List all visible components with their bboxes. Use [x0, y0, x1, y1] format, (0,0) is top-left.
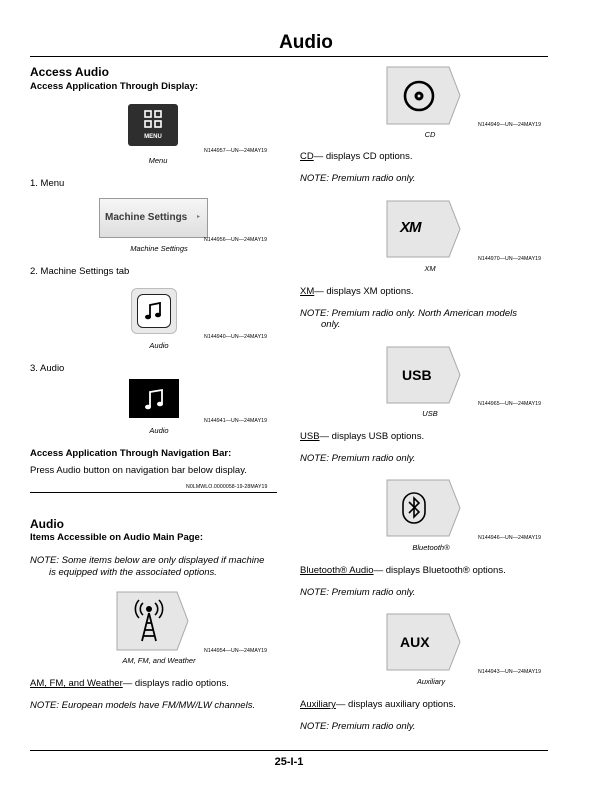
audio-figure-light [131, 288, 177, 334]
figure-code: N144949—UN—24MAY19 [478, 122, 542, 128]
aux-description: Auxiliary— displays auxiliary options. [300, 699, 456, 710]
figure-caption: XM [424, 264, 436, 273]
figure-caption: Menu [148, 156, 168, 165]
machine-settings-button-label: Machine Settings [105, 212, 188, 223]
figure-caption: Machine Settings [130, 244, 188, 253]
chevron-right-icon: ▸ [197, 214, 201, 220]
bluetooth-tab-figure [386, 479, 461, 537]
audio-figure-dark [129, 379, 179, 418]
cd-note: NOTE: Premium radio only. [300, 173, 416, 184]
section-rule [30, 492, 277, 493]
step-3: 3. Audio [30, 363, 65, 374]
aux-tab-label: AUX [400, 634, 430, 650]
xm-tab-figure [386, 200, 461, 258]
cd-link[interactable]: CD [300, 151, 314, 162]
section-heading-audio: Audio [30, 517, 64, 531]
xm-note: NOTE: Premium radio only. North American models [300, 308, 517, 319]
footer-rule [30, 750, 548, 751]
bluetooth-link[interactable]: Bluetooth® Audio [300, 565, 374, 576]
figure-caption: CD [424, 130, 436, 139]
section-heading-access-audio: Access Audio [30, 65, 109, 79]
figure-code: N144954—UN—24MAY19 [204, 648, 268, 654]
usb-tab-figure [386, 346, 461, 404]
xm-logo-icon: XM [400, 219, 421, 236]
aux-tab-figure [386, 613, 461, 671]
figure-code: N144941—UN—24MAY19 [204, 418, 268, 424]
step-2: 2. Machine Settings tab [30, 266, 130, 277]
subheading-through-display: Access Application Through Display: [30, 81, 199, 92]
music-note-icon [129, 379, 179, 418]
bluetooth-description: Bluetooth® Audio— displays Bluetooth® options. [300, 565, 506, 576]
figure-caption: USB [422, 409, 438, 418]
xm-description: XM— displays XM options. [300, 286, 414, 297]
figure-code: N144940—UN—24MAY19 [204, 334, 268, 340]
xm-link[interactable]: XM [300, 286, 315, 297]
usb-note: NOTE: Premium radio only. [300, 453, 416, 464]
aux-note: NOTE: Premium radio only. [300, 721, 416, 732]
bluetooth-icon [401, 492, 427, 524]
figure-caption: Audio [149, 341, 169, 350]
cd-tab-figure [386, 66, 461, 125]
figure-code: N144946—UN—24MAY19 [478, 535, 542, 541]
bluetooth-note: NOTE: Premium radio only. [300, 587, 416, 598]
title-rule [30, 56, 548, 57]
figure-caption: Bluetooth® [412, 543, 450, 552]
usb-link[interactable]: USB [300, 431, 320, 442]
step-1: 1. Menu [30, 178, 65, 189]
figure-caption: Audio [149, 426, 169, 435]
cd-icon [402, 79, 436, 113]
aux-link[interactable]: Auxiliary [300, 699, 336, 710]
navigation-bar-text: Press Audio button on navigation bar below display. [30, 465, 247, 476]
menu-icon-label: MENU [144, 134, 162, 140]
subheading-navigation-bar: Access Application Through Navigation Bar: [30, 448, 232, 459]
radio-description: AM, FM, and Weather— displays radio options. [30, 678, 229, 689]
usb-tab-label: USB [402, 367, 432, 383]
machine-settings-figure [99, 198, 208, 238]
menu-figure [128, 104, 178, 146]
figure-code: N144943—UN—24MAY19 [478, 669, 542, 675]
usb-description: USB— displays USB options. [300, 431, 425, 442]
page-title: Audio [279, 32, 333, 53]
radio-link[interactable]: AM, FM, and Weather [30, 678, 123, 689]
note-line: NOTE: Some items below are only displayed if machine [30, 555, 265, 566]
subheading-items-accessible: Items Accessible on Audio Main Page: [30, 532, 203, 543]
figure-code: N144965—UN—24MAY19 [478, 401, 542, 407]
radio-note: NOTE: European models have FM/MW/LW channels. [30, 700, 256, 711]
figure-code: N144956—UN—24MAY19 [204, 237, 268, 243]
document-code: N0LMWLO.0000058-19-28MAY19 [186, 484, 268, 490]
cd-description: CD— displays CD options. [300, 151, 413, 162]
radio-tower-icon [132, 599, 166, 643]
page-number: 25-I-1 [274, 756, 304, 768]
figure-code: N144970—UN—24MAY19 [478, 256, 542, 262]
xm-note-continued: only. [321, 319, 341, 330]
figure-caption: AM, FM, and Weather [122, 656, 196, 665]
radio-tab-figure [116, 591, 189, 651]
note-line: is equipped with the associated options. [49, 567, 217, 578]
figure-caption: Auxiliary [416, 677, 446, 686]
music-note-icon [138, 295, 170, 327]
figure-code: N144957—UN—24MAY19 [204, 148, 268, 154]
